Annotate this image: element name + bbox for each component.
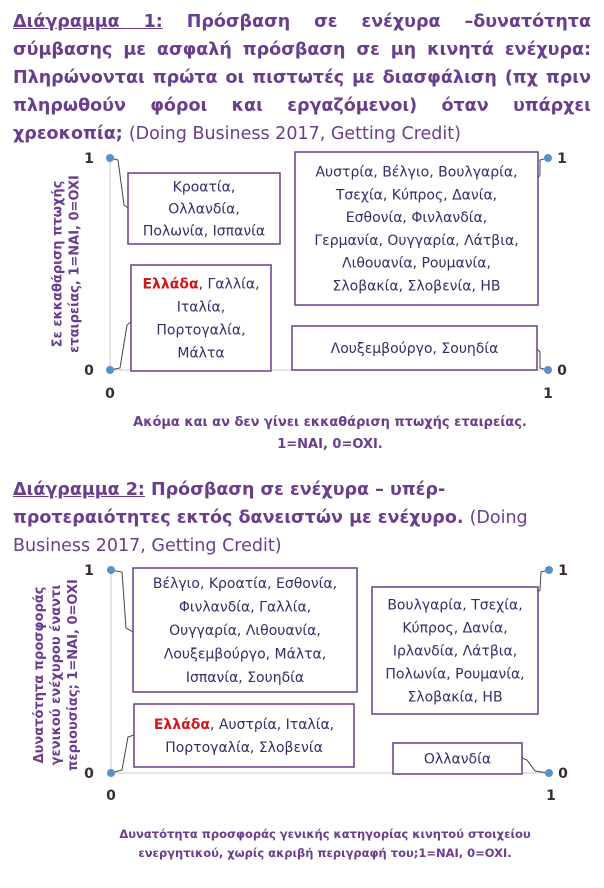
chart2-leader-line — [111, 570, 133, 632]
chart1-country-list-line: Σλοβακία, Σλοβενία, ΗΒ — [332, 278, 501, 295]
chart2-country-list-line: Ελλάδα, Αυστρία, Ιταλία, — [153, 717, 335, 733]
chart2-title-source: (Doing Business 2017, Getting Credit) — [13, 508, 528, 556]
chart2-country-list-line: Ιρλανδία, Λάτβια, — [392, 643, 518, 660]
chart1-country-list-line: Αυστρία, Βέλγιο, Βουλγαρία, — [315, 164, 518, 181]
chart2-tick-label-r1: 1 — [558, 563, 568, 579]
chart1-title-text: Πρόσβαση σε ενέχυρα –δυνατότητα σύμβασης με ασφαλή πρόσβαση σε μη κινητά ενέχυρα: Πληρώνονται πρώτα οι πιστωτές με διασφάλιση (πχ πριν πληρωθούν φόροι και εργαζόμενοι) όταν υπάρχει χρεοκοπία; — [13, 12, 591, 144]
chart1-country-list-line: Λουξεμβούργο, Σουηδία — [330, 341, 499, 357]
chart1-tick-label-x0: 0 — [105, 386, 115, 402]
chart1-tick-label-y0: 0 — [84, 363, 94, 379]
chart2-country-list-line: Βέλγιο, Κροατία, Εσθονία, — [152, 576, 338, 592]
chart2-x-axis-label: Δυνατότητα προσφοράς γενικής κατηγορίας κινητού στοιχείου ενεργητικού, χωρίς ακριβή περιγραφή του;1=NAI, 0=OXI. — [119, 827, 531, 860]
chart2-tick-label-x0: 0 — [106, 788, 116, 804]
chart2-leader-line — [111, 735, 134, 773]
chart2-label-box — [134, 704, 354, 767]
chart1-country-list-line: Ελλάδα, Γαλλία, — [142, 276, 260, 293]
chart2-tick-label-x1: 1 — [546, 788, 556, 804]
chart1-country-list-line: Εσθονία, Φινλανδία, — [345, 210, 488, 227]
chart2-tick-label-y1: 1 — [84, 563, 94, 579]
chart2-data-point-1-0 — [545, 769, 553, 777]
chart2-data-point-0-0 — [107, 769, 115, 777]
chart2-country-list-line: Πορτογαλία, Σλοβενία — [165, 740, 323, 756]
chart2-data-point-0-1 — [107, 566, 115, 574]
chart1-country-list-line: Μάλτα — [177, 345, 225, 362]
chart1-country-list-line: Λιθουανία, Ρουμανία, — [342, 255, 491, 272]
chart2-group-0-1 — [107, 566, 357, 692]
chart2-leader-line — [522, 758, 549, 773]
chart2-country-list-line: Βουλγαρία, Τσεχία, — [387, 597, 523, 614]
chart1-tick-label-r1: 1 — [557, 151, 567, 167]
chart2-title-text: Πρόσβαση σε ενέχυρα – υπέρ-προτεραιότητες εκτός δανειστών με ενέχυρο. — [13, 480, 464, 528]
chart1-tick-label-y1: 1 — [84, 151, 94, 167]
chart2-country-list-line: Φινλανδία, Γαλλία, — [178, 599, 312, 616]
chart1-country-list-line: Ολλανδία, — [168, 201, 240, 218]
chart2-country-list-line: Πολωνία, Ρουμανία, — [385, 666, 525, 683]
chart1-country-list-line: Ιταλία, — [176, 299, 226, 316]
chart2-tick-label-r0: 0 — [558, 766, 568, 782]
chart2-tick-label-y0: 0 — [84, 766, 94, 782]
chart1-country-list-line: Τσεχία, Κύπρος, Δανία, — [335, 187, 498, 204]
chart1-x-axis-label: Ακόμα και αν δεν γίνει εκκαθάριση πτωχής εταιρείας. 1=NAI, 0=OXI. — [133, 415, 527, 452]
chart1-tick-label-r0: 0 — [557, 363, 567, 379]
chart1-country-list-line: Πολωνία, Ισπανία — [142, 223, 266, 240]
chart2-group-1-0 — [393, 743, 553, 777]
chart2-y-axis-label: Δυνατότητα προσφοράς γενικού ενέχυρου έναντι περιουσίας; 1=NAI, 0=OXI — [32, 579, 81, 771]
chart2-group-1-1 — [372, 566, 553, 714]
chart2-country-list-line: Λουξεμβούργο, Μάλτα, — [163, 646, 327, 663]
chart1-country-list-line: Πορτογαλία, — [156, 322, 246, 339]
chart2-title-label: Διάγραμμα 2: — [13, 480, 145, 500]
chart1-country-list-line: Κροατία, — [172, 179, 236, 196]
chart1-country-list-line: Γερμανία, Ουγγαρία, Λάτβια, — [314, 232, 519, 249]
chart2-country-list-line: Ισπανία, Σουηδία — [185, 670, 305, 686]
chart2-group-0-0 — [107, 704, 354, 777]
chart1-y-axis-label: Σε εκκαθάριση πτωχής εταιρείας, 1=NAI, 0=OXI — [50, 175, 83, 353]
chart2-country-list-line: Κύπρος, Δανία, — [402, 620, 508, 637]
chart2-country-list-line: Ολλανδία — [423, 751, 492, 768]
chart2-country-list-line: Ουγγαρία, Λιθουανία, — [169, 623, 321, 639]
chart1-tick-label-x1: 1 — [543, 386, 553, 402]
chart1-title-label: Διάγραμμα 1: — [13, 12, 163, 32]
chart2-country-list-line: Σλοβακία, ΗΒ — [407, 689, 503, 706]
chart1-title-source: (Doing Business 2017, Getting Credit) — [128, 124, 461, 144]
chart2-data-point-1-1 — [545, 566, 553, 574]
